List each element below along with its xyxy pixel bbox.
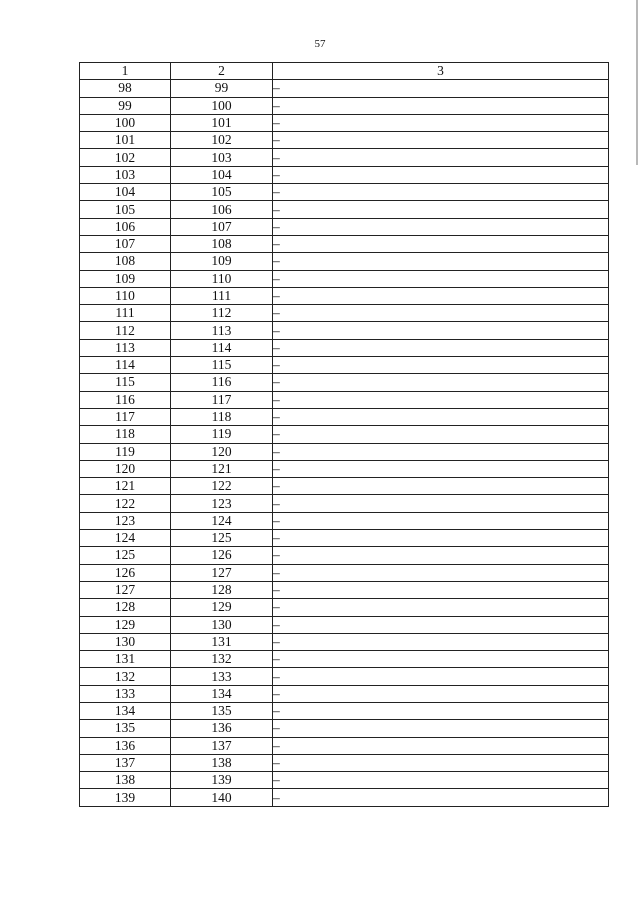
cell-col-1: 109 bbox=[80, 270, 171, 287]
cell-col-1: 104 bbox=[80, 184, 171, 201]
cell-col-1: 112 bbox=[80, 322, 171, 339]
cell-col-2: 129 bbox=[171, 599, 273, 616]
cell-col-3: – bbox=[273, 80, 609, 97]
cell-col-2: 123 bbox=[171, 495, 273, 512]
cell-col-3: – bbox=[273, 581, 609, 598]
cell-col-3: – bbox=[273, 374, 609, 391]
table-row bbox=[80, 408, 609, 425]
table-row bbox=[80, 391, 609, 408]
table-row bbox=[80, 184, 609, 201]
cell-col-1: 123 bbox=[80, 512, 171, 529]
table-row bbox=[80, 512, 609, 529]
cell-col-3: – bbox=[273, 357, 609, 374]
cell-col-3: – bbox=[273, 287, 609, 304]
cell-col-1: 125 bbox=[80, 547, 171, 564]
cell-col-3: – bbox=[273, 132, 609, 149]
table-row bbox=[80, 305, 609, 322]
cell-col-1: 99 bbox=[80, 97, 171, 114]
cell-col-3: – bbox=[273, 495, 609, 512]
table-row bbox=[80, 547, 609, 564]
cell-col-2: 135 bbox=[171, 702, 273, 719]
cell-col-2: 113 bbox=[171, 322, 273, 339]
cell-col-2: 133 bbox=[171, 668, 273, 685]
cell-col-2: 126 bbox=[171, 547, 273, 564]
cell-col-2: 125 bbox=[171, 530, 273, 547]
cell-col-1: 128 bbox=[80, 599, 171, 616]
cell-col-2: 121 bbox=[171, 460, 273, 477]
cell-col-2: 117 bbox=[171, 391, 273, 408]
cell-col-2: 137 bbox=[171, 737, 273, 754]
cell-col-1: 111 bbox=[80, 305, 171, 322]
cell-col-3: – bbox=[273, 530, 609, 547]
table-row bbox=[80, 460, 609, 477]
cell-col-2: 118 bbox=[171, 408, 273, 425]
table-row bbox=[80, 287, 609, 304]
cell-col-1: 139 bbox=[80, 789, 171, 806]
table-row bbox=[80, 772, 609, 789]
cell-col-2: 138 bbox=[171, 754, 273, 771]
table-row bbox=[80, 530, 609, 547]
cell-col-1: 120 bbox=[80, 460, 171, 477]
cell-col-2: 128 bbox=[171, 581, 273, 598]
cell-col-3: – bbox=[273, 616, 609, 633]
cell-col-3: – bbox=[273, 512, 609, 529]
cell-col-2: 99 bbox=[171, 80, 273, 97]
cell-col-2: 107 bbox=[171, 218, 273, 235]
table-header bbox=[80, 63, 609, 80]
column-header-2: 2 bbox=[171, 63, 273, 80]
table-row bbox=[80, 357, 609, 374]
cell-col-2: 120 bbox=[171, 443, 273, 460]
cell-col-3: – bbox=[273, 599, 609, 616]
cell-col-3: – bbox=[273, 114, 609, 131]
cell-col-1: 136 bbox=[80, 737, 171, 754]
cell-col-2: 136 bbox=[171, 720, 273, 737]
cell-col-1: 100 bbox=[80, 114, 171, 131]
cell-col-2: 109 bbox=[171, 253, 273, 270]
cell-col-2: 124 bbox=[171, 512, 273, 529]
cell-col-2: 105 bbox=[171, 184, 273, 201]
table-row bbox=[80, 633, 609, 650]
cell-col-2: 100 bbox=[171, 97, 273, 114]
table-row bbox=[80, 616, 609, 633]
cell-col-1: 122 bbox=[80, 495, 171, 512]
cell-col-1: 105 bbox=[80, 201, 171, 218]
cell-col-2: 139 bbox=[171, 772, 273, 789]
cell-col-2: 110 bbox=[171, 270, 273, 287]
cell-col-1: 134 bbox=[80, 702, 171, 719]
table-row bbox=[80, 685, 609, 702]
cell-col-1: 129 bbox=[80, 616, 171, 633]
cell-col-3: – bbox=[273, 547, 609, 564]
cell-col-3: – bbox=[273, 668, 609, 685]
cell-col-3: – bbox=[273, 651, 609, 668]
cell-col-1: 124 bbox=[80, 530, 171, 547]
table-row bbox=[80, 737, 609, 754]
cell-col-2: 130 bbox=[171, 616, 273, 633]
cell-col-2: 122 bbox=[171, 478, 273, 495]
cell-col-3: – bbox=[273, 633, 609, 650]
table-row bbox=[80, 218, 609, 235]
cell-col-2: 103 bbox=[171, 149, 273, 166]
table-body bbox=[80, 80, 609, 806]
cell-col-3: – bbox=[273, 720, 609, 737]
cell-col-1: 115 bbox=[80, 374, 171, 391]
cell-col-1: 131 bbox=[80, 651, 171, 668]
cell-col-2: 102 bbox=[171, 132, 273, 149]
cell-col-1: 130 bbox=[80, 633, 171, 650]
data-table bbox=[79, 62, 609, 807]
cell-col-3: – bbox=[273, 460, 609, 477]
cell-col-3: – bbox=[273, 685, 609, 702]
cell-col-3: – bbox=[273, 201, 609, 218]
table-row bbox=[80, 166, 609, 183]
cell-col-2: 116 bbox=[171, 374, 273, 391]
cell-col-2: 108 bbox=[171, 235, 273, 252]
cell-col-1: 117 bbox=[80, 408, 171, 425]
cell-col-3: – bbox=[273, 97, 609, 114]
cell-col-3: – bbox=[273, 149, 609, 166]
table-row bbox=[80, 201, 609, 218]
cell-col-2: 131 bbox=[171, 633, 273, 650]
cell-col-3: – bbox=[273, 270, 609, 287]
table-row bbox=[80, 235, 609, 252]
column-header-3: 3 bbox=[273, 63, 609, 80]
cell-col-3: – bbox=[273, 564, 609, 581]
table-row bbox=[80, 754, 609, 771]
cell-col-2: 106 bbox=[171, 201, 273, 218]
table-row bbox=[80, 149, 609, 166]
cell-col-3: – bbox=[273, 166, 609, 183]
cell-col-1: 126 bbox=[80, 564, 171, 581]
cell-col-3: – bbox=[273, 478, 609, 495]
cell-col-1: 116 bbox=[80, 391, 171, 408]
cell-col-3: – bbox=[273, 322, 609, 339]
cell-col-1: 127 bbox=[80, 581, 171, 598]
cell-col-2: 112 bbox=[171, 305, 273, 322]
table-row bbox=[80, 564, 609, 581]
cell-col-3: – bbox=[273, 408, 609, 425]
cell-col-3: – bbox=[273, 426, 609, 443]
cell-col-3: – bbox=[273, 737, 609, 754]
cell-col-1: 132 bbox=[80, 668, 171, 685]
cell-col-1: 98 bbox=[80, 80, 171, 97]
cell-col-3: – bbox=[273, 772, 609, 789]
cell-col-1: 101 bbox=[80, 132, 171, 149]
table-row bbox=[80, 478, 609, 495]
cell-col-3: – bbox=[273, 754, 609, 771]
table-row bbox=[80, 599, 609, 616]
cell-col-1: 121 bbox=[80, 478, 171, 495]
cell-col-1: 108 bbox=[80, 253, 171, 270]
cell-col-3: – bbox=[273, 443, 609, 460]
table-row bbox=[80, 322, 609, 339]
cell-col-3: – bbox=[273, 253, 609, 270]
table-row bbox=[80, 495, 609, 512]
cell-col-2: 114 bbox=[171, 339, 273, 356]
table-row bbox=[80, 581, 609, 598]
cell-col-1: 107 bbox=[80, 235, 171, 252]
cell-col-1: 110 bbox=[80, 287, 171, 304]
table-row bbox=[80, 253, 609, 270]
cell-col-3: – bbox=[273, 789, 609, 806]
table-row bbox=[80, 651, 609, 668]
cell-col-3: – bbox=[273, 235, 609, 252]
table-row bbox=[80, 702, 609, 719]
table-row bbox=[80, 668, 609, 685]
table-row bbox=[80, 80, 609, 97]
cell-col-2: 111 bbox=[171, 287, 273, 304]
cell-col-2: 132 bbox=[171, 651, 273, 668]
scan-edge-mark bbox=[636, 0, 638, 165]
header-row bbox=[80, 63, 609, 80]
table-row bbox=[80, 789, 609, 806]
cell-col-2: 101 bbox=[171, 114, 273, 131]
cell-col-3: – bbox=[273, 339, 609, 356]
cell-col-1: 118 bbox=[80, 426, 171, 443]
cell-col-1: 138 bbox=[80, 772, 171, 789]
cell-col-1: 103 bbox=[80, 166, 171, 183]
table-row bbox=[80, 97, 609, 114]
cell-col-1: 113 bbox=[80, 339, 171, 356]
cell-col-1: 119 bbox=[80, 443, 171, 460]
column-header-1: 1 bbox=[80, 63, 171, 80]
table-row bbox=[80, 374, 609, 391]
cell-col-3: – bbox=[273, 391, 609, 408]
cell-col-2: 104 bbox=[171, 166, 273, 183]
cell-col-1: 102 bbox=[80, 149, 171, 166]
cell-col-2: 134 bbox=[171, 685, 273, 702]
cell-col-2: 140 bbox=[171, 789, 273, 806]
cell-col-1: 135 bbox=[80, 720, 171, 737]
table-row bbox=[80, 114, 609, 131]
table-row bbox=[80, 443, 609, 460]
cell-col-1: 106 bbox=[80, 218, 171, 235]
cell-col-3: – bbox=[273, 184, 609, 201]
cell-col-1: 114 bbox=[80, 357, 171, 374]
table-row bbox=[80, 270, 609, 287]
cell-col-2: 115 bbox=[171, 357, 273, 374]
table-row bbox=[80, 132, 609, 149]
cell-col-2: 119 bbox=[171, 426, 273, 443]
cell-col-1: 133 bbox=[80, 685, 171, 702]
table-row bbox=[80, 720, 609, 737]
page-number: 57 bbox=[314, 38, 326, 50]
table-row bbox=[80, 426, 609, 443]
cell-col-2: 127 bbox=[171, 564, 273, 581]
cell-col-1: 137 bbox=[80, 754, 171, 771]
table-row bbox=[80, 339, 609, 356]
cell-col-3: – bbox=[273, 305, 609, 322]
cell-col-3: – bbox=[273, 218, 609, 235]
cell-col-3: – bbox=[273, 702, 609, 719]
